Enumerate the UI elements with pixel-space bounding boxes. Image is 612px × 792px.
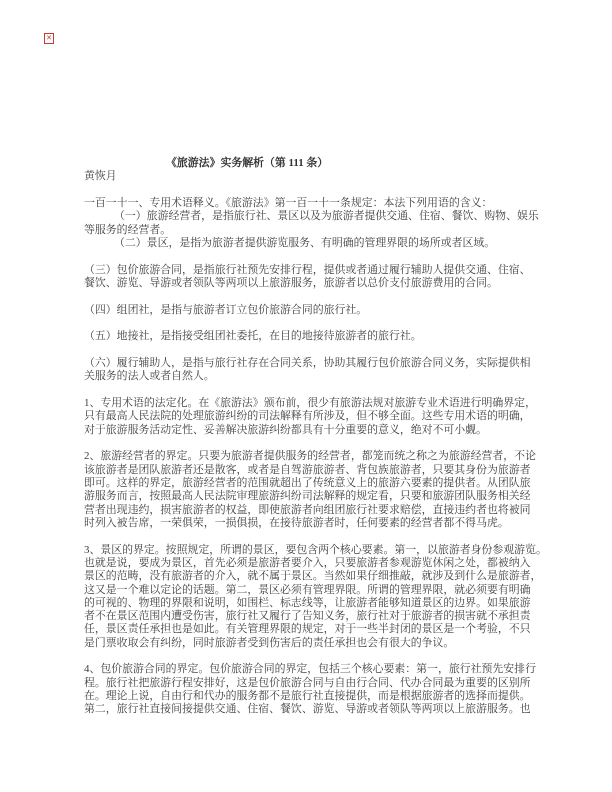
blank-line <box>84 290 529 303</box>
text-line: 在。理论上说，自由行和代办的服务都不是旅行社直接提供，而是根据旅游者的选择而提供。 <box>84 690 531 703</box>
text-line: 关服务的法人或者自然人。 <box>84 370 215 383</box>
text-line: 第二，旅行社直接间接提供交通、住宿、餐饮、游览、导游或者领队等两项以上旅游服务。也 <box>84 703 531 716</box>
text-line: 对于旅游服务活动定性、妥善解决旅游纠纷都具有十分重要的意义，绝对不可小觑。 <box>84 423 487 436</box>
text-line: 任，景区责任承担也是如此。有关管理界限的规定，对于一些半封闭的景区是一个考验，不只 <box>84 623 531 636</box>
page-title: 《旅游法》实务解析（第 111 条） <box>166 157 329 169</box>
text-line: 只有最高人民法院的处理旅游纠纷的司法解释有所涉及，但不够全面。这些专用术语的明确， <box>84 410 531 423</box>
text-line: （一）旅游经营者，是指旅行社、景区以及为旅游者提供交通、住宿、餐饮、购物、娱乐 <box>114 210 539 223</box>
blank-line <box>84 384 529 397</box>
text-line: 等服务的经营者。 <box>84 223 172 236</box>
text-line: 也就是说，要成为景区，首先必须是旅游者要介入，只要旅游者参观游览休闲之处，都被纳入 <box>84 556 531 569</box>
author-name: 黄恢月 <box>84 170 117 183</box>
text-line: （三）包价旅游合同，是指旅行社预先安排行程，提供或者通过履行辅助人提供交通、住宿、 <box>84 263 531 276</box>
blank-line <box>84 250 529 263</box>
broken-image-icon: ✕ <box>44 33 54 44</box>
text-line: 4、包价旅游合同的界定。包价旅游合同的界定，包括三个核心要素：第一，旅行社预先安排行 <box>84 663 536 676</box>
text-line: （四）组团社，是指与旅游者订立包价旅游合同的旅行社。 <box>84 303 368 316</box>
text-line: 该旅游者是团队旅游者还是散客，或者是自驾游旅游者、背包族旅游者，只要其身份为旅游者 <box>84 463 531 476</box>
blank-line <box>84 530 529 543</box>
text-line: （二）景区，是指为旅游者提供游览服务、有明确的管理界限的场所或者区域。 <box>114 236 496 249</box>
blank-line <box>84 184 529 197</box>
blank-line <box>84 344 529 357</box>
text-line: 一百一十一、专用术语释义。《旅游法》第一百一十一条规定：本法下列用语的含义： <box>84 196 493 209</box>
text-line: 2、旅游经营者的界定。只要为旅游者提供服务的经营者，都笼而统之称之为旅游经营者，不论 <box>84 450 536 463</box>
text-line: 者不在景区范围内遭受伤害，旅行社又履行了告知义务，旅行社对于旅游者的损害就不承担责 <box>84 610 531 623</box>
text-line: 是门票收取会有纠纷，同时旅游者受到伤害后的责任承担也会有很大的争议。 <box>84 636 455 649</box>
blank-line <box>84 650 529 663</box>
text-line: 景区的范畴，没有旅游者的介入，就不属于景区。当然如果仔细推敲，就涉及到什么是旅游者， <box>84 570 542 583</box>
text-line: 这又是一个难以定论的话题。第二，景区必须有管理界限。所谓的管理界限，就必须要有明确 <box>84 583 531 596</box>
text-line: 的可视的、物理的界限和说明，如围栏、标志线等，让旅游者能够知道景区的边界。如果旅游 <box>84 596 531 609</box>
document-body <box>84 157 547 717</box>
text-line: 即可。这样的界定，旅游经营者的范围就超出了传统意义上的旅游六要素的提供者。从团队旅 <box>84 476 531 489</box>
text-line: 游服务而言，按照最高人民法院审理旅游纠纷司法解释的规定看，只要和旅游团队服务相关经 <box>84 490 531 503</box>
text-line: 程。旅行社把旅游行程安排好，这是包价旅游合同与自由行合同、代办合同最为重要的区别所 <box>84 676 531 689</box>
text-line: 时列入被告席，一荣俱荣，一损俱损，在接待旅游者时，任何要素的经营者都不得马虎。 <box>84 516 509 529</box>
text-line: 1、专用术语的法定化。在《旅游法》颁布前，很少有旅游法规对旅游专业术语进行明确界定， <box>84 396 536 409</box>
text-line: 3、景区的界定。按照规定，所谓的景区，要包含两个核心要素。第一，以旅游者身份参观游览。 <box>84 543 547 556</box>
text-line: 餐饮、游览、导游或者领队等两项以上旅游服务，旅游者以总价支付旅游费用的合同。 <box>84 276 498 289</box>
text-line: 营者出现违约，损害旅游者的权益，即使旅游者向组团旅行社要求赔偿，直接违约者也将被同 <box>84 503 531 516</box>
blank-line <box>84 317 529 330</box>
text-line: （五）地接社，是指接受组团社委托，在目的地接待旅游者的旅行社。 <box>84 330 422 343</box>
text-line: （六）履行辅助人，是指与旅行社存在合同关系，协助其履行包价旅游合同义务，实际提供相 <box>84 356 531 369</box>
blank-line <box>84 437 529 450</box>
